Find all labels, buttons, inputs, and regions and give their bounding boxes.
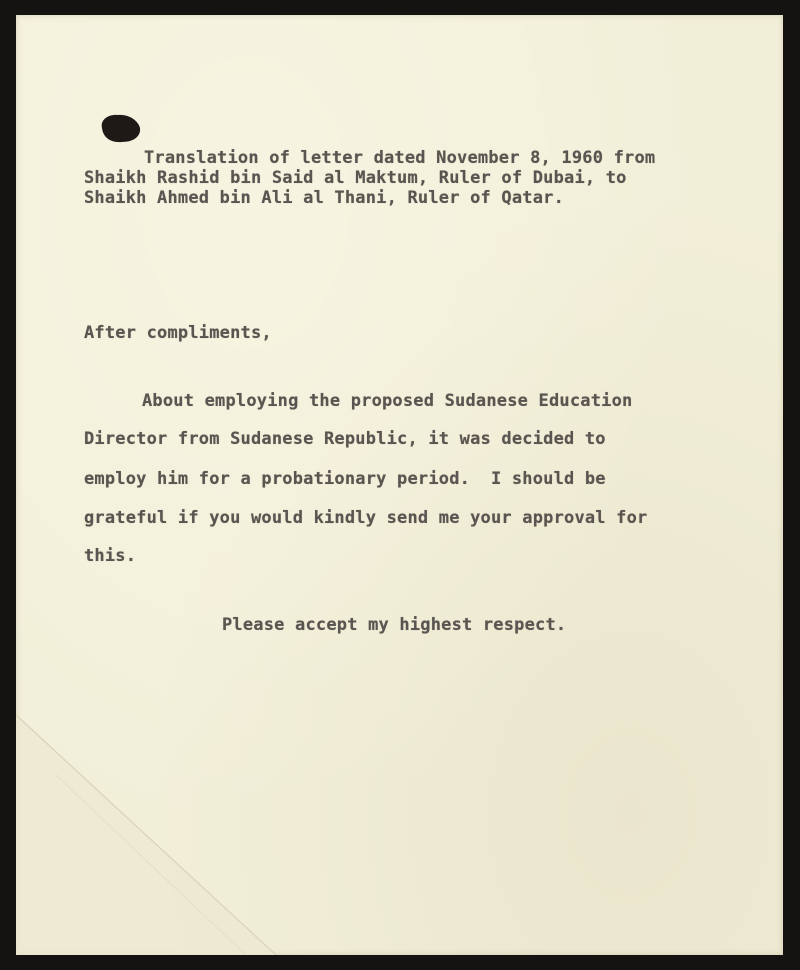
closing-line: Please accept my highest respect. — [222, 615, 567, 635]
body-line-5: this. — [84, 546, 137, 566]
salutation: After compliments, — [84, 323, 272, 343]
body-line-1: About employing the proposed Sudanese Education — [142, 391, 633, 411]
heading-line-3: Shaikh Ahmed bin Ali al Thani, Ruler of Qatar. — [84, 188, 565, 208]
body-line-2: Director from Sudanese Republic, it was decided to — [84, 429, 606, 449]
heading-line-2: Shaikh Rashid bin Said al Maktum, Ruler of Dubai, to — [84, 168, 627, 188]
body-line-3: employ him for a probationary period. I should be — [84, 469, 606, 489]
punch-hole-icon — [96, 112, 142, 144]
document-page — [16, 15, 783, 955]
heading-line-1: Translation of letter dated November 8, 1960 from — [144, 148, 656, 168]
body-line-4: grateful if you would kindly send me your approval for — [84, 508, 648, 528]
